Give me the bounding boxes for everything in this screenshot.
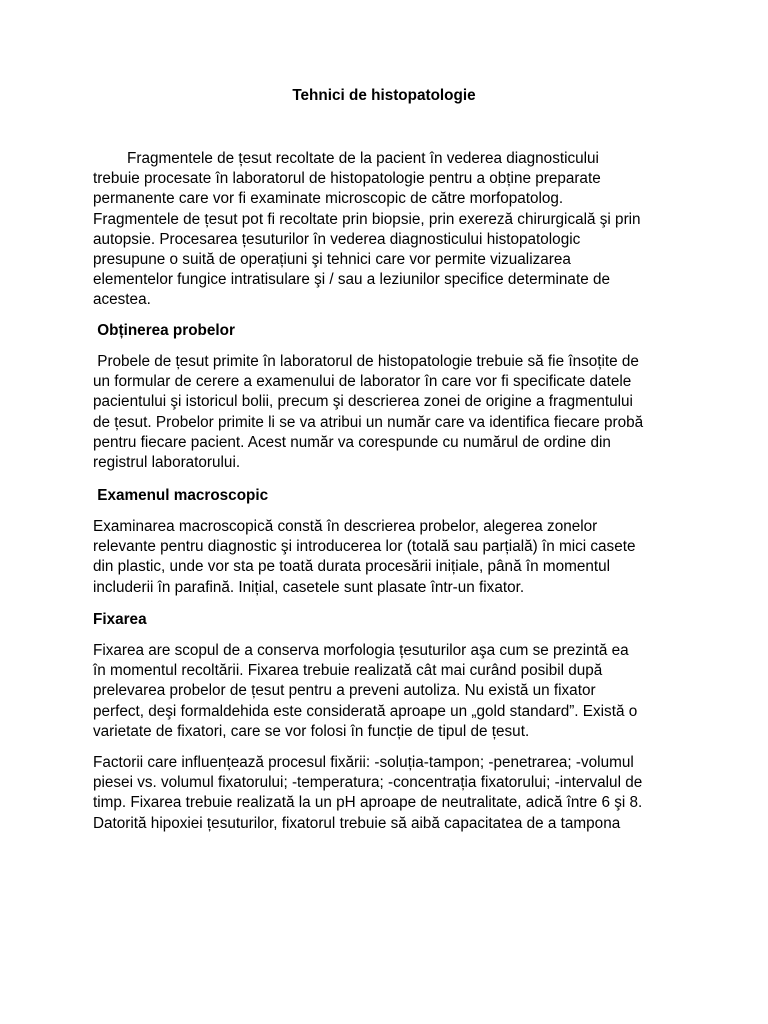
- text-line: în momentul recoltării. Fixarea trebuie realizată cât mai curând posibil după: [93, 662, 603, 680]
- text-line: Datorită hipoxiei țesuturilor, fixatorul trebuie să aibă capacitatea de a tampona: [93, 814, 621, 832]
- text-line: trebuie procesate în laboratorul de histopatologie pentru a obține preparate: [93, 170, 601, 188]
- text-line: varietate de fixatori, care se vor folosi în funcție de tipul de țesut.: [93, 722, 530, 740]
- text-line: acestea.: [93, 291, 151, 309]
- text-line: pentru fiecare pacient. Acest număr va corespunde cu numărul de ordine din: [93, 433, 611, 451]
- text-line: registrul laboratorului.: [93, 454, 241, 472]
- text-line: Factorii care influențează procesul fixării: -soluția-tampon; -penetrarea; -volumul: [93, 754, 634, 771]
- text-line: permanente care vor fi examinate microscopic de către morfopatolog.: [93, 190, 564, 208]
- text-line: din plastic, unde vor sta pe toată durata procesării inițiale, până în momentul: [93, 558, 610, 576]
- text-line: un formular de cerere a examenului de laborator în care vor fi specificate datele: [93, 373, 632, 391]
- section-paragraph-obtinerea-probelor: [93, 352, 693, 473]
- text-line: Fixarea are scopul de a conserva morfologia țesuturilor aşa cum se prezintă ea: [93, 642, 629, 659]
- text-line: Fragmentele de țesut pot fi recoltate prin biopsie, prin exereză chirurgicală şi prin: [93, 210, 641, 228]
- text-line: prelevarea probelor de țesut pentru a preveni autoliza. Nu există un fixator: [93, 682, 596, 700]
- text-line: Examinarea macroscopică constă în descrierea probelor, alegerea zonelor: [93, 518, 598, 535]
- text-line: timp. Fixarea trebuie realizată la un pH aproape de neutralitate, adică între 6 şi 8.: [93, 794, 643, 812]
- text-line: elementelor fungice intratisulare şi / sau a leziunilor specifice determinate de: [93, 271, 610, 289]
- text-line: relevante pentru diagnostic şi introducerea lor (totală sau parțială) în mici casete: [93, 538, 636, 556]
- section-heading-fixarea: Fixarea: [93, 611, 147, 628]
- text-line: piesei vs. volumul fixatorului; -temperatura; -concentrația fixatorului; -intervalul de: [93, 774, 643, 792]
- text-line: autopsie. Procesarea țesuturilor în vederea diagnosticului histopatologic: [93, 230, 581, 248]
- document-title: Tehnici de histopatologie: [292, 87, 476, 104]
- text-line: presupune o suită de operațiuni şi tehnici care vor permite vizualizarea: [93, 251, 571, 269]
- section-paragraph-examenul-macroscopic: [93, 517, 693, 598]
- text-line: Probele de țesut primite în laboratorul de histopatologie trebuie să fie însoțite de: [93, 353, 639, 370]
- intro-paragraph: [93, 149, 693, 311]
- text-line: de țesut. Probelor primite li se va atribui un număr care va identifica fiecare probă: [93, 413, 644, 431]
- text-line: Fragmentele de țesut recoltate de la pacient în vederea diagnosticului: [93, 150, 599, 167]
- text-line: pacientului şi istoricul bolii, precum şi descrierea zonei de origine a fragmentului: [93, 393, 633, 411]
- section-heading-examenul-macroscopic: Examenul macroscopic: [93, 487, 269, 504]
- text-line: perfect, deşi formaldehida este considerată aproape un „gold standard”. Există o: [93, 702, 638, 720]
- section-heading-obtinerea-probelor: Obținerea probelor: [93, 322, 235, 339]
- text-line: includerii în parafină. Inițial, casetele sunt plasate într-un fixator.: [93, 578, 525, 596]
- section-paragraph-factori-fixare: [93, 753, 693, 834]
- section-paragraph-fixarea: [93, 641, 693, 742]
